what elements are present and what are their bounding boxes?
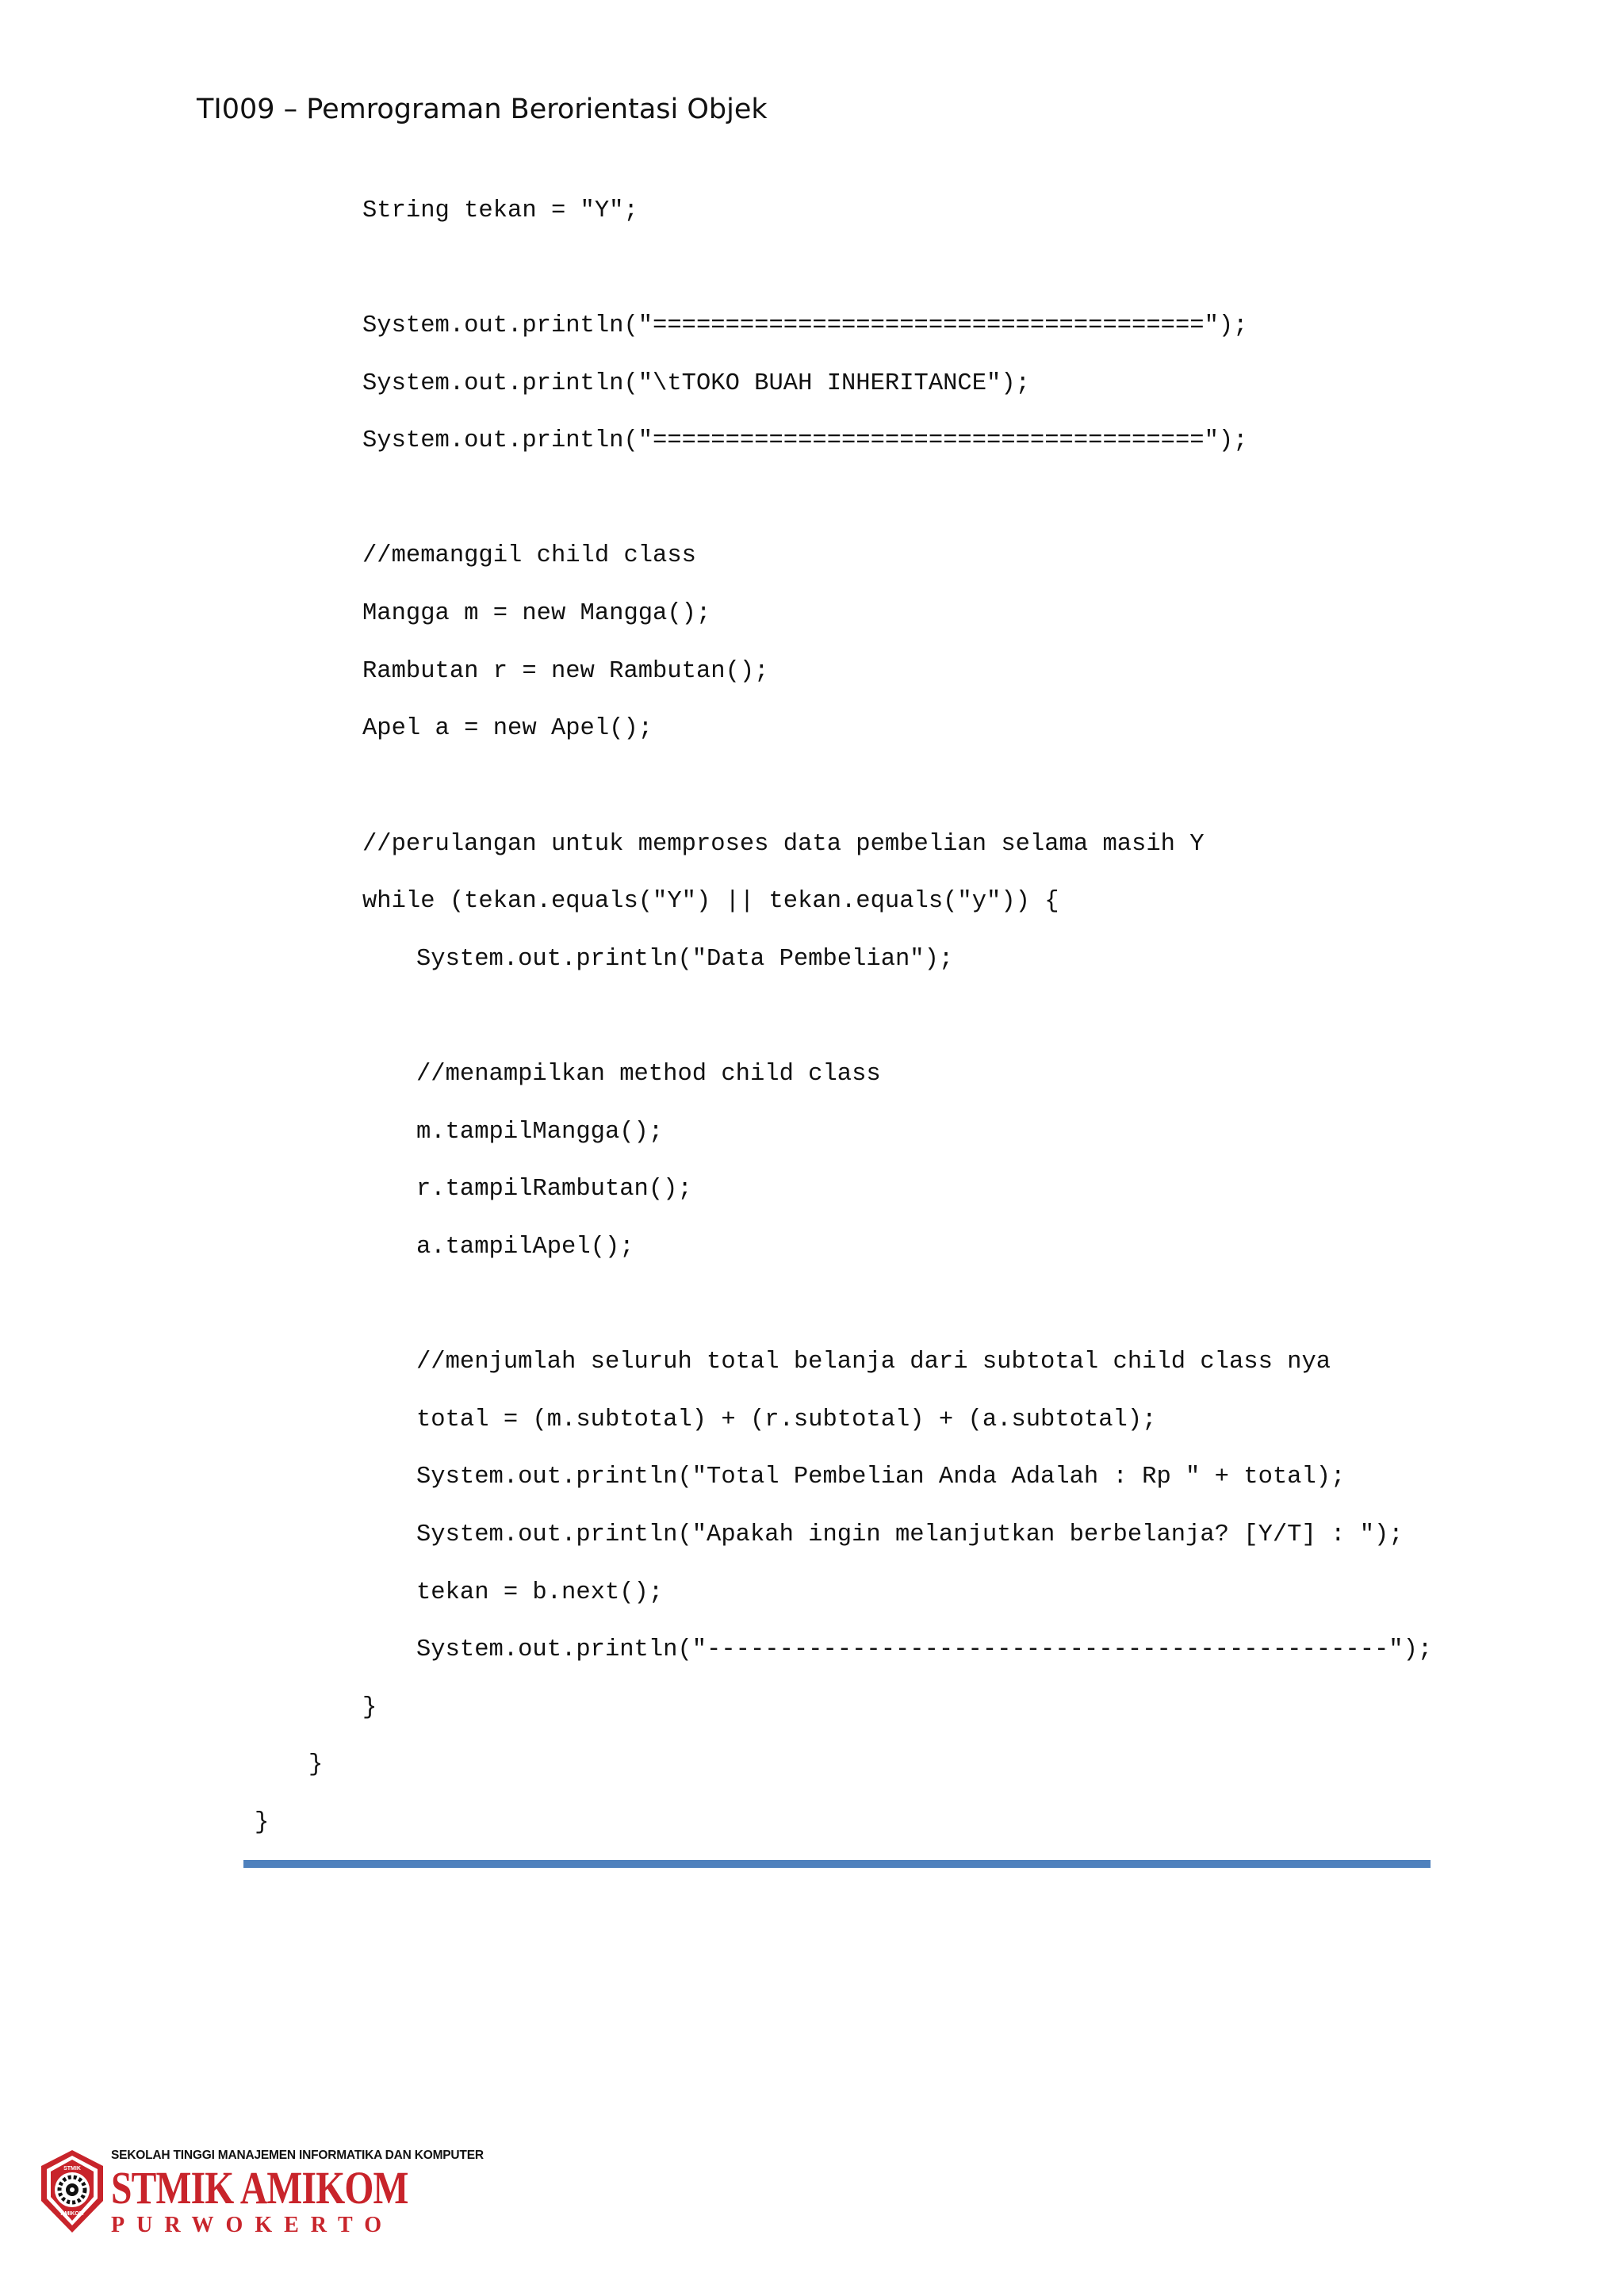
code-comment: //perulangan untuk memproses data pembelian selama masih Y [362, 831, 1205, 858]
code-line: System.out.println("======================================"); [362, 312, 1248, 339]
code-line: m.tampilMangga(); [416, 1119, 664, 1146]
code-line: String tekan = "Y"; [362, 197, 638, 224]
code-line: tekan = b.next(); [416, 1579, 664, 1606]
code-line: System.out.println("Data Pembelian"); [416, 946, 954, 973]
code-line: System.out.println("\tTOKO BUAH INHERITANCE"); [362, 370, 1030, 397]
stmik-amikom-emblem-icon [38, 2149, 106, 2234]
code-line: while (tekan.equals("Y") || tekan.equals("y")) { [362, 888, 1059, 915]
code-comment: //menjumlah seluruh total belanja dari subtotal child class nya [416, 1349, 1331, 1376]
logo-city: PURWOKERTO [111, 2213, 393, 2237]
code-comment: //menampilkan method child class [416, 1061, 881, 1088]
logo-name: STMIK AMIKOM [111, 2162, 408, 2214]
code-line: System.out.println("-----------------------------------------------"); [416, 1636, 1433, 1663]
emblem-text-bottom: AMIKOM [60, 2211, 84, 2217]
closing-brace: } [255, 1809, 270, 1836]
code-line: System.out.println("Total Pembelian Anda Adalah : Rp " + total); [416, 1464, 1346, 1490]
section-divider [243, 1860, 1431, 1868]
code-line: Apel a = new Apel(); [362, 715, 653, 742]
code-line: System.out.println("======================================"); [362, 427, 1248, 454]
code-line: Mangga m = new Mangga(); [362, 600, 711, 627]
code-line: r.tampilRambutan(); [416, 1176, 692, 1203]
emblem-text-top: STMIK [63, 2166, 81, 2172]
page-header-title: TI009 – Pemrograman Berorientasi Objek [197, 94, 768, 125]
footer-logo [38, 2141, 484, 2244]
code-line: a.tampilApel(); [416, 1234, 634, 1261]
logo-tagline: SEKOLAH TINGGI MANAJEMEN INFORMATIKA DAN KOMPUTER [111, 2149, 484, 2162]
code-line: System.out.println("Apakah ingin melanjutkan berbelanja? [Y/T] : "); [416, 1521, 1404, 1548]
code-comment: //memanggil child class [362, 542, 696, 569]
closing-brace: } [308, 1751, 324, 1778]
closing-brace: } [362, 1694, 377, 1721]
code-line: Rambutan r = new Rambutan(); [362, 658, 769, 685]
code-line: total = (m.subtotal) + (r.subtotal) + (a.subtotal); [416, 1406, 1157, 1433]
